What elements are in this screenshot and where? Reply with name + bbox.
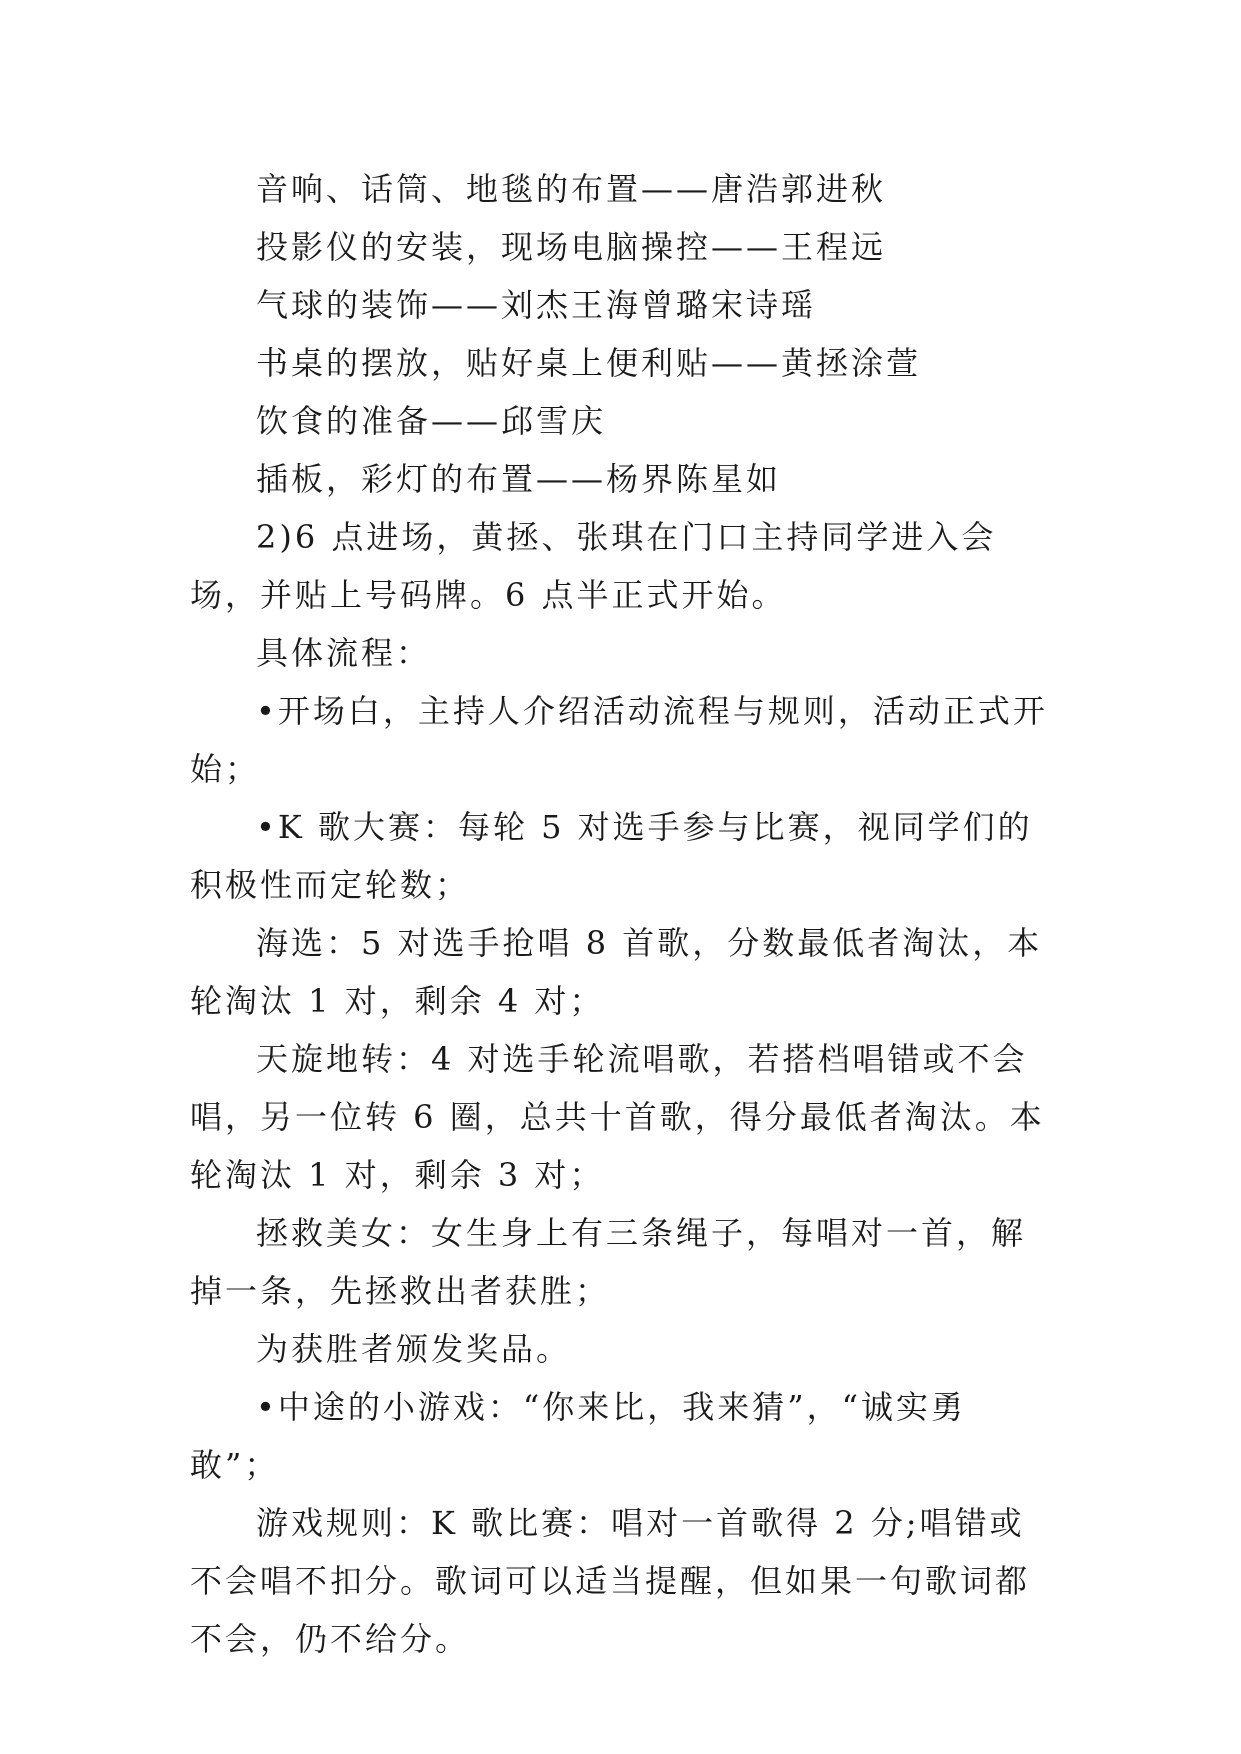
paragraph-desk-arrangement: 书桌的摆放，贴好桌上便利贴——黄拯涂萱 [256, 344, 922, 382]
paragraph-food-preparation: 饮食的准备——邱雪庆 [256, 402, 607, 440]
paragraph-balloon-decoration: 气球的装饰——刘杰王海曾璐宋诗瑶 [256, 286, 817, 324]
paragraph-audition-round: 海选：5 对选手抢唱 8 首歌，分数最低者淘汰，本轮淘汰 1 对，剩余 4 对； [190, 924, 1043, 1020]
paragraph-game-rules: 游戏规则：K 歌比赛：唱对一首歌得 2 分;唱错或不会唱不扣分。歌词可以适当提醒，但如果一句歌词都不会，仍不给分。 [190, 1504, 1031, 1658]
paragraph-lighting-setup: 插板，彩灯的布置——杨界陈星如 [256, 460, 782, 498]
paragraph-sound-setup: 音响、话筒、地毯的布置——唐浩郭进秋 [256, 170, 887, 208]
paragraph-karaoke-contest: •K 歌大赛：每轮 5 对选手参与比赛，视同学们的积极性而定轮数； [190, 808, 1033, 904]
paragraph-award-prizes: 为获胜者颁发奖品。 [256, 1330, 572, 1368]
paragraph-process-heading: 具体流程： [256, 634, 432, 672]
paragraph-spinning-round: 天旋地转：4 对选手轮流唱歌，若搭档唱错或不会唱，另一位转 6 圈，总共十首歌，得分最低者淘汰。本轮淘汰 1 对，剩余 3 对； [190, 1040, 1045, 1194]
paragraph-rescue-round: 拯救美女：女生身上有三条绳子，每唱对一首，解掉一条，先拯救出者获胜； [190, 1214, 1027, 1310]
paragraph-entry-schedule: 2)6 点进场，黄拯、张琪在门口主持同学进入会场，并贴上号码牌。6 点半正式开始。 [190, 518, 997, 614]
document-body [190, 160, 1052, 1668]
paragraph-mini-games: •中途的小游戏：“你来比，我来猜”，“诚实勇敢”； [190, 1388, 966, 1484]
paragraph-opening-remarks: •开场白，主持人介绍活动流程与规则，活动正式开始； [190, 692, 1048, 788]
paragraph-projector-setup: 投影仪的安装，现场电脑操控——王程远 [256, 228, 887, 266]
